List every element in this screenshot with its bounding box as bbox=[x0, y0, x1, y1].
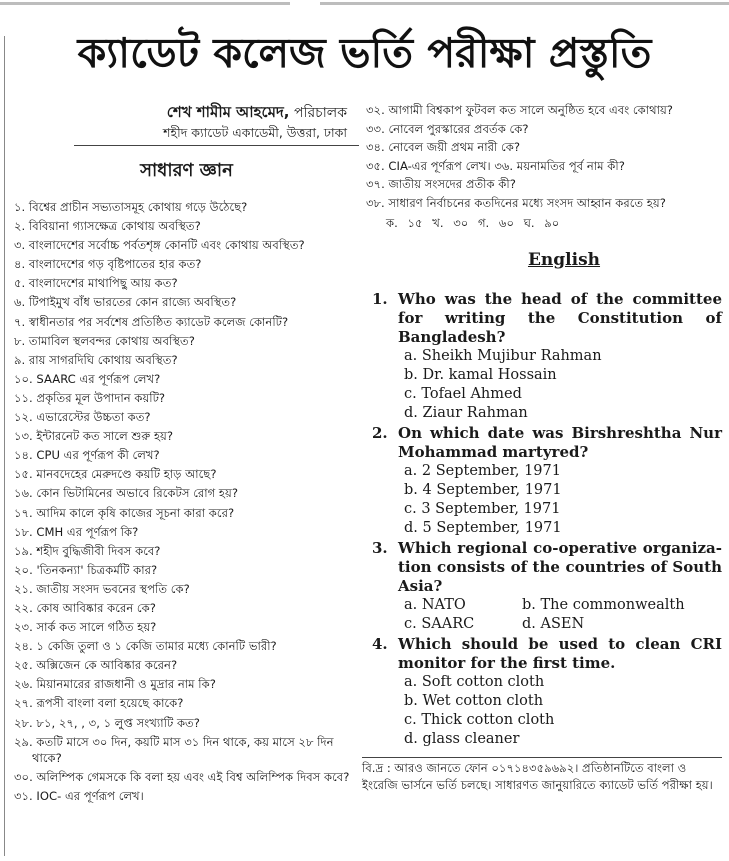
question-item: ২৩. সার্ক কত সালে গঠিত হয়? bbox=[14, 620, 157, 635]
right-question-list bbox=[366, 102, 722, 212]
question-number: 3. bbox=[372, 538, 388, 557]
question-text: Who was the head of the committee for writing the Constitution of Bangladesh? bbox=[398, 289, 722, 346]
question-item: ২৭. রূপসী বাংলা বলা হয়েছে কাকে? bbox=[14, 696, 184, 711]
q38-options: ক. ১৫ খ. ৩০ গ. ৬০ ঘ. ৯০ bbox=[386, 215, 560, 230]
answer-option: b. The commonwealth bbox=[522, 596, 685, 613]
answer-option: c. 3 September, 1971 bbox=[404, 500, 561, 517]
question-item: ১৬. কোন ভিটামিনের অভাবে রিকেটস রোগ হয়? bbox=[14, 486, 239, 501]
question-item: ১৮. CMH এর পূর্ণরূপ কি? bbox=[14, 524, 139, 539]
top-rule-right bbox=[320, 2, 729, 5]
top-rule-left bbox=[0, 2, 290, 5]
question-item: ৩২. আগামী বিশ্বকাপ ফুটবল কত সালে অনুষ্ঠিত হবে এবং কোথায়? bbox=[366, 103, 673, 117]
english-question-text bbox=[366, 539, 722, 596]
question-item: ১৯. শহীদ বুদ্ধিজীবী দিবস কবে? bbox=[14, 543, 161, 558]
author-line bbox=[14, 102, 359, 123]
question-item: ৩৮. সাধারণ নির্বাচনের কতদিনের মধ্যে সংসদ আহ্বান করতে হয়? bbox=[366, 195, 666, 210]
top-rules bbox=[0, 0, 729, 8]
author-affiliation: শহীদ ক্যাডেট একাডেমী, উত্তরা, ঢাকা bbox=[74, 123, 359, 146]
left-column bbox=[14, 102, 359, 808]
question-item: ১৭. আদিম কালে কৃষি কাজের সূচনা কারা করে? bbox=[14, 505, 235, 520]
english-question bbox=[366, 424, 722, 538]
question-text: On which date was Birshreshtha Nur Mohammad martyred? bbox=[398, 423, 722, 461]
question-item: ৯. রায় সাগরদিঘি কোথায় অবস্থিত? bbox=[14, 352, 178, 367]
question-item: ২০. 'তিনকন্যা' চিত্রকর্মটি কার? bbox=[14, 562, 158, 577]
question-item: ১৩. ইন্টারনেট কত সালে শুরু হয়? bbox=[14, 429, 174, 444]
question-item: ৭. স্বাধীনতার পর সর্বশেষ প্রতিষ্ঠিত ক্যাডেট কলেজ কোনটি? bbox=[14, 314, 289, 329]
answer-option: d. ASEN bbox=[522, 615, 585, 632]
english-question bbox=[366, 539, 722, 634]
question-item: ১১. প্রকৃতির মূল উপাদান কয়টি? bbox=[14, 390, 166, 405]
question-item: ৮. তামাবিল স্থলবন্দর কোথায় অবস্থিত? bbox=[14, 333, 195, 348]
question-item: ২২. কোষ আবিষ্কার করেন কে? bbox=[14, 600, 156, 615]
english-question-list bbox=[366, 290, 722, 749]
answer-option: b. Wet cotton cloth bbox=[404, 692, 544, 709]
question-number: 4. bbox=[372, 634, 388, 653]
question-item: ৩৫. CIA-এর পূর্ণরূপ লেখ। ৩৬. ময়নামতির পূর্ব নাম কী? bbox=[366, 158, 625, 173]
answer-option: a. NATO bbox=[404, 596, 466, 613]
question-number: 1. bbox=[372, 289, 388, 308]
question-item: ১০. SAARC এর পূর্ণরূপ লেখ? bbox=[14, 371, 161, 386]
answer-option: d. 5 September, 1971 bbox=[404, 519, 562, 536]
question-item: ২৬. মিয়ানমারের রাজধানী ও মুদ্রার নাম কি? bbox=[14, 677, 216, 692]
question-item: ৩৩. নোবেল পুরস্কারের প্রবর্তক কে? bbox=[366, 121, 529, 136]
question-item: ১৪. CPU এর পূর্ণরূপ কী লেখ? bbox=[14, 448, 160, 463]
answer-option: d. Ziaur Rahman bbox=[404, 404, 528, 421]
question-item: ৩১. IOC- এর পূর্ণরূপ লেখ। bbox=[14, 789, 144, 804]
section-title: সাধারণ জ্ঞান bbox=[140, 160, 233, 181]
author-name: শেখ শামীম আহমেদ, bbox=[166, 103, 290, 121]
question-item: ৫. বাংলাদেশের মাথাপিছু আয় কত? bbox=[14, 276, 178, 291]
question-text: Which regional co-operative organiza-tion consists of the countries of South Asia? bbox=[398, 538, 722, 595]
answer-option-row bbox=[366, 596, 722, 615]
footer-note: বি.দ্র : আরও জানতে ফোন ০১৭১৪৩৫৯৬৯২। প্রতিষ্ঠানটিতে বাংলা ও ইংরেজি ভার্সনে ভর্তি চলছে। সাধারণত জানুয়ারিতে ক্যাডেট ভর্তি পরীক্ষা হয়। bbox=[362, 757, 722, 794]
answer-option: b. 4 September, 1971 bbox=[404, 481, 562, 498]
question-item: ৩০. অলিম্পিক গেমসকে কি বলা হয় এবং এই বিশ্ব অলিম্পিক দিবস কবে? bbox=[14, 770, 350, 785]
left-question-list bbox=[14, 199, 359, 805]
question-item: ২৯. কতটি মাসে ৩০ দিন, কয়টি মাস ৩১ দিন থাকে, কয় মাসে ২৮ দিন থাকে? bbox=[14, 734, 334, 766]
question-item: ১৫. মানবদেহের মেরুদণ্ডে কয়টি হাড় আছে? bbox=[14, 467, 217, 482]
question-item: ১২. এভারেস্টের উচ্চতা কত? bbox=[14, 410, 151, 425]
answer-option: d. glass cleaner bbox=[404, 730, 520, 747]
right-column bbox=[362, 102, 722, 794]
answer-option: c. SAARC bbox=[404, 615, 475, 632]
question-item: ৪. বাংলাদেশের গড় বৃষ্টিপাতের হার কত? bbox=[14, 257, 202, 272]
question-item: ২৫. অক্সিজেন কে আবিষ্কার করেন? bbox=[14, 658, 178, 673]
english-question bbox=[366, 290, 722, 423]
answer-option-row bbox=[366, 615, 722, 634]
english-question-text bbox=[366, 290, 722, 347]
question-text: Which should be used to clean CRI monitor for the first time. bbox=[398, 634, 722, 672]
question-item: ২৪. ১ কেজি তুলা ও ১ কেজি তামার মধ্যে কোনটি ভারী? bbox=[14, 639, 277, 654]
answer-option: a. 2 September, 1971 bbox=[404, 462, 561, 479]
question-item: ২. বিবিয়ানা গ্যাসক্ষেত্র কোথায় অবস্থিত? bbox=[14, 219, 201, 234]
answer-option: c. Tofael Ahmed bbox=[404, 385, 522, 402]
question-item: ৩৪. নোবেল জয়ী প্রথম নারী কে? bbox=[366, 140, 520, 155]
question-item: ৬. টিপাইমুখ বাঁধ ভারতের কোন রাজ্যে অবস্থিত? bbox=[14, 295, 237, 310]
answer-option: c. Thick cotton cloth bbox=[404, 711, 555, 728]
english-question-text bbox=[366, 424, 722, 462]
left-margin-rule bbox=[4, 36, 5, 856]
english-question bbox=[366, 635, 722, 749]
answer-option: a. Sheikh Mujibur Rahman bbox=[404, 347, 602, 364]
headline: ক্যাডেট কলেজ ভর্তি পরীক্ষা প্রস্তুতি bbox=[77, 29, 652, 77]
question-number: 2. bbox=[372, 423, 388, 442]
answer-option: a. Soft cotton cloth bbox=[404, 673, 545, 690]
author-role: পরিচালক bbox=[293, 105, 347, 121]
english-question-text bbox=[366, 635, 722, 673]
question-item: ৩. বাংলাদেশের সর্বোচ্চ পর্বতশৃঙ্গ কোনটি এবং কোথায় অবস্থিত? bbox=[14, 238, 305, 253]
question-item: ৩৭. জাতীয় সংসদের প্রতীক কী? bbox=[366, 177, 516, 192]
english-section-title: English bbox=[527, 249, 601, 270]
question-item: ১. বিশ্বের প্রাচীন সভ্যতাসমূহ কোথায় গড়ে উঠেছে? bbox=[14, 200, 248, 214]
question-item: ২৮. ৮১, ২৭, , ৩, ১ লুপ্ত সংখ্যাটি কত? bbox=[14, 715, 200, 730]
answer-option: b. Dr. kamal Hossain bbox=[404, 366, 557, 383]
question-item: ২১. জাতীয় সংসদ ভবনের স্থপতি কে? bbox=[14, 581, 190, 596]
